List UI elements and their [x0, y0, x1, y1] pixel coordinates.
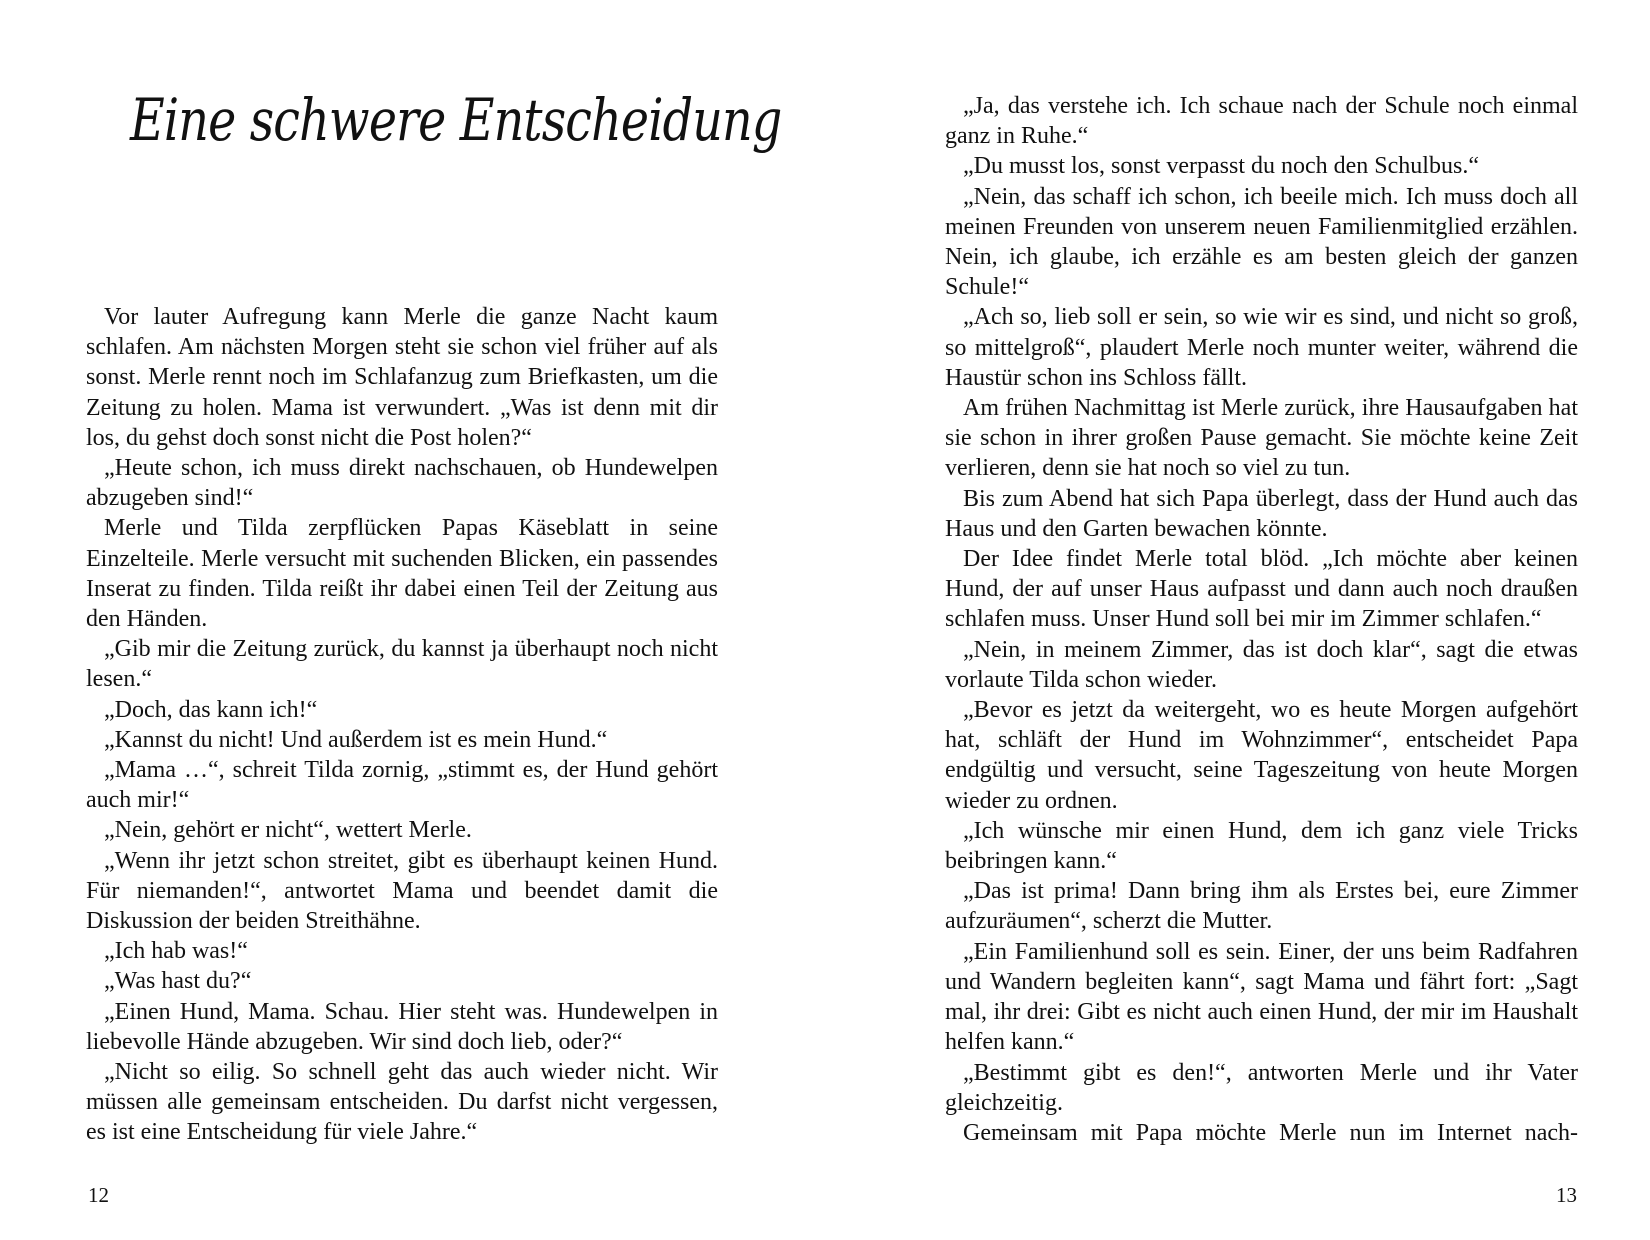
paragraph: „Nein, das schaff ich schon, ich beeile mich. Ich muss doch all meinen Freunden von unserem neuen Familienmitglied erzählen. Nein, ich glaube, ich erzähle es am besten gleich der ganzen Schule!“	[945, 183, 1578, 301]
left-text-block	[86, 302, 718, 1148]
paragraph: „Kannst du nicht! Und außerdem ist es mein Hund.“	[104, 726, 608, 753]
right-text-block	[945, 91, 1578, 1148]
paragraph: „Das ist prima! Dann bring ihm als Erstes bei, eure Zimmer aufzuräumen“, scherzt die Mutter.	[945, 878, 1578, 935]
paragraph: Merle und Tilda zerpflücken Papas Käseblatt in seine Einzelteile. Merle versucht mit suchenden Blicken, ein passendes Inserat zu finden. Tilda reißt ihr dabei einen Teil der Zeitung aus den Händen.	[86, 515, 718, 633]
paragraph: „Ich wünsche mir einen Hund, dem ich ganz viele Tricks beibringen kann.“	[945, 817, 1578, 875]
paragraph: „Was hast du?“	[104, 968, 252, 995]
paragraph: Am frühen Nachmittag ist Merle zurück, ihre Hausaufgaben hat sie schon in ihrer großen Pause gemacht. Sie möchte keine Zeit verlieren, denn sie hat noch so viel zu tun.	[945, 395, 1578, 482]
paragraph: „Einen Hund, Mama. Schau. Hier steht was. Hundewelpen in liebevolle Hände abzugeben. Wir sind doch lieb, oder?“	[86, 998, 718, 1055]
paragraph: „Ein Familienhund soll es sein. Einer, der uns beim Radfahren und Wandern begleiten kann“, sagt Mama und fährt fort: „Sagt mal, ihr drei: Gibt es nicht auch einen Hund, der mir im Haushalt helfen kann.“	[945, 938, 1578, 1056]
paragraph: „Mama …“, schreit Tilda zornig, „stimmt es, der Hund gehört auch mir!“	[86, 757, 718, 814]
paragraph: „Ich hab was!“	[104, 938, 248, 965]
paragraph: „Ja, das verstehe ich. Ich schaue nach der Schule noch einmal ganz in Ruhe.“	[945, 93, 1578, 150]
paragraph: „Nicht so eilig. So schnell geht das auch wieder nicht. Wir müssen alle gemeinsam entscheiden. Du darfst nicht vergessen, es ist eine Entscheidung für viele Jahre.“	[86, 1059, 718, 1146]
paragraph: „Gib mir die Zeitung zurück, du kannst ja überhaupt noch nicht lesen.“	[86, 636, 718, 693]
paragraph: Vor lauter Aufregung kann Merle die ganze Nacht kaum schlafen. Am nächsten Morgen steht sie schon viel früher auf als sonst. Merle rennt noch im Schlafanzug zum Briefkasten, um die Zeitung zu holen. Mama ist verwundert. „Was ist denn mit dir los, du gehst doch sonst nicht die Post holen?“	[86, 304, 718, 451]
page-number-left: 12	[88, 1183, 109, 1207]
paragraph: „Bestimmt gibt es den!“, antworten Merle und ihr Vater gleichzeitig.	[945, 1059, 1578, 1116]
paragraph: Bis zum Abend hat sich Papa überlegt, dass der Hund auch das Haus und den Garten bewachen könnte.	[945, 485, 1578, 542]
paragraph: „Du musst los, sonst verpasst du noch den Schulbus.“	[963, 153, 1479, 180]
paragraph: „Doch, das kann ich!“	[104, 696, 318, 723]
paragraph: „Nein, gehört er nicht“, wettert Merle.	[104, 817, 472, 844]
paragraph: Gemeinsam mit Papa möchte Merle nun im Internet nach-	[963, 1119, 1578, 1146]
paragraph: „Heute schon, ich muss direkt nachschauen, ob Hundewelpen abzugeben sind!“	[86, 455, 718, 512]
chapter-title: Eine schwere Entscheidung	[130, 86, 782, 154]
paragraph: „Nein, in meinem Zimmer, das ist doch klar“, sagt die etwas vorlaute Tilda schon wieder.	[945, 636, 1578, 693]
paragraph: „Bevor es jetzt da weitergeht, wo es heute Morgen aufgehört hat, schläft der Hund im Wohnzimmer“, entscheidet Papa endgültig und versucht, seine Tageszeitung von heute Morgen wieder zu ordnen.	[945, 697, 1578, 814]
page-number-right: 13	[1556, 1183, 1577, 1207]
paragraph: „Ach so, lieb soll er sein, so wie wir es sind, und nicht so groß, so mittelgroß“, plaudert Merle noch munter weiter, während die Haustür schon ins Schloss fällt.	[945, 304, 1578, 391]
paragraph: „Wenn ihr jetzt schon streitet, gibt es überhaupt keinen Hund. Für niemanden!“, antwortet Mama und beendet damit die Diskussion der beiden Streithähne.	[86, 847, 718, 935]
paragraph: Der Idee findet Merle total blöd. „Ich möchte aber keinen Hund, der auf unser Haus aufpasst und dann auch noch draußen schlafen muss. Unser Hund soll bei mir im Zimmer schlafen.“	[945, 546, 1578, 633]
